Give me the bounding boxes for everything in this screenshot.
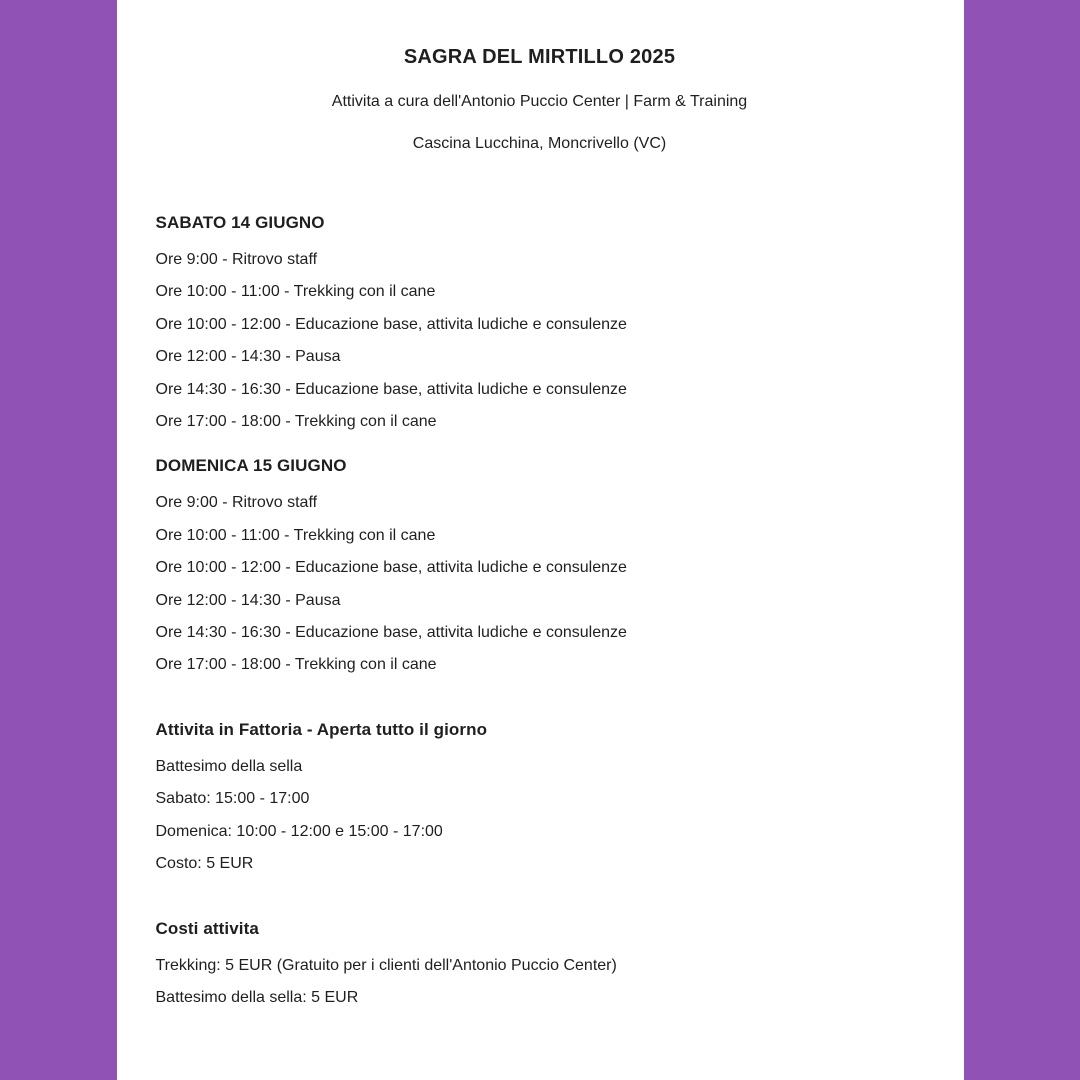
schedule-line: Ore 9:00 - Ritrovo staff [155,494,318,512]
document-header [156,46,924,153]
section-heading: DOMENICA 15 GIUGNO [155,456,347,476]
schedule-line: Ore 17:00 - 18:00 - Trekking con il cane [155,656,437,674]
schedule-section [156,213,924,431]
document-sections [156,213,924,1007]
schedule-line: Battesimo della sella [155,757,303,775]
schedule-line: Trekking: 5 EUR (Gratuito per i clienti dell'Antonio Puccio Center) [155,956,617,974]
document-page [117,0,964,1080]
section-heading: SABATO 14 GIUGNO [155,213,325,232]
schedule-line: Ore 10:00 - 12:00 - Educazione base, attivita ludiche e consulenze [155,315,627,333]
schedule-line: Ore 14:30 - 16:30 - Educazione base, attivita ludiche e consulenze [155,624,627,642]
schedule-line: Ore 17:00 - 18:00 - Trekking con il cane [155,413,437,431]
schedule-line: Ore 10:00 - 12:00 - Educazione base, attivita ludiche e consulenze [155,559,627,577]
schedule-line: Ore 14:30 - 16:30 - Educazione base, attivita ludiche e consulenze [155,380,627,398]
schedule-section [156,919,924,1008]
schedule-line: Domenica: 10:00 - 12:00 e 15:00 - 17:00 [155,822,443,840]
section-heading: Attivita in Fattoria - Aperta tutto il giorno [155,719,488,739]
schedule-line: Ore 10:00 - 11:00 - Trekking con il cane [155,526,436,544]
schedule-section [156,456,924,674]
document-location: Cascina Lucchina, Moncrivello (VC) [412,135,667,152]
schedule-line: Ore 12:00 - 14:30 - Pausa [155,591,341,609]
page-title: SAGRA DEL MIRTILLO 2025 [403,46,676,68]
section-heading: Costi attivita [155,918,259,938]
schedule-line: Ore 10:00 - 11:00 - Trekking con il cane [155,283,436,301]
schedule-line: Costo: 5 EUR [155,855,254,873]
schedule-section [156,720,924,874]
schedule-line: Ore 12:00 - 14:30 - Pausa [155,348,341,366]
schedule-line: Sabato: 15:00 - 17:00 [155,790,310,808]
schedule-line: Battesimo della sella: 5 EUR [155,988,359,1006]
schedule-line: Ore 9:00 - Ritrovo staff [155,251,318,268]
document-subtitle: Attivita a cura dell'Antonio Puccio Center | Farm & Training [331,93,748,110]
